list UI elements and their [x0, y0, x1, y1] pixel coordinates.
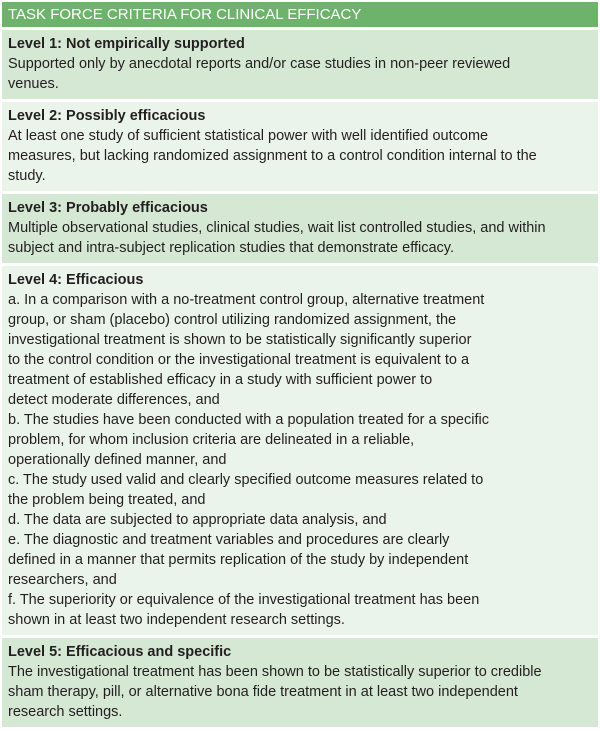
level-title: Level 2: Possibly efficacious: [8, 108, 206, 124]
level-description-line: Multiple observational studies, clinical studies, wait list controlled studies, and within: [8, 220, 546, 236]
level-description-line: problem, for whom inclusion criteria are delineated in a reliable,: [8, 432, 415, 448]
level-description-line: investigational treatment is shown to be statistically significantly superior: [8, 332, 472, 348]
level-description-line: b. The studies have been conducted with a population treated for a specific: [8, 412, 489, 428]
level-description-line: measures, but lacking randomized assignment to a control condition internal to the: [8, 148, 537, 164]
level-description-line: At least one study of sufficient statistical power with well identified outcome: [8, 128, 489, 144]
level-description-line: Supported only by anecdotal reports and/or case studies in non-peer reviewed: [8, 56, 511, 72]
level-description-line: c. The study used valid and clearly specified outcome measures related to: [8, 472, 484, 488]
level-description-line: sham therapy, pill, or alternative bona fide treatment in at least two independent: [8, 684, 518, 700]
level-row-1: [2, 30, 598, 99]
level-description-line: d. The data are subjected to appropriate data analysis, and: [8, 512, 387, 528]
level-title: Level 3: Probably efficacious: [8, 200, 208, 216]
level-row-3: [2, 194, 598, 263]
level-description-line: group, or sham (placebo) control utilizing randomized assignment, the: [8, 312, 457, 328]
level-title: Level 5: Efficacious and specific: [8, 644, 232, 660]
level-description-line: a. In a comparison with a no-treatment control group, alternative treatment: [8, 292, 485, 308]
level-title: Level 1: Not empirically supported: [8, 36, 245, 52]
level-row-4: [2, 266, 598, 635]
level-description-line: treatment of established efficacy in a study with sufficient power to: [8, 372, 433, 388]
level-description-line: researchers, and: [8, 572, 117, 588]
level-description-line: f. The superiority or equivalence of the investigational treatment has been: [8, 592, 480, 608]
level-description-line: research settings.: [8, 704, 123, 720]
table-header: TASK FORCE CRITERIA FOR CLINICAL EFFICACY: [2, 2, 598, 27]
level-description-line: subject and intra-subject replication studies that demonstrate efficacy.: [8, 240, 454, 256]
level-description-line: operationally defined manner, and: [8, 452, 227, 468]
level-description-line: the problem being treated, and: [8, 492, 206, 508]
level-description-line: defined in a manner that permits replication of the study by independent: [8, 552, 469, 568]
level-description-line: to the control condition or the investigational treatment is equivalent to a: [8, 352, 470, 368]
level-description-line: venues.: [8, 76, 59, 92]
level-row-5: [2, 638, 598, 727]
level-description-line: The investigational treatment has been shown to be statistically superior to credible: [8, 664, 542, 680]
level-description-line: e. The diagnostic and treatment variables and procedures are clearly: [8, 532, 450, 548]
level-row-2: [2, 102, 598, 191]
criteria-table: [2, 2, 598, 730]
level-description-line: detect moderate differences, and: [8, 392, 220, 408]
level-description-line: study.: [8, 168, 46, 184]
level-title: Level 4: Efficacious: [8, 272, 144, 288]
level-description-line: shown in at least two independent research settings.: [8, 612, 345, 628]
